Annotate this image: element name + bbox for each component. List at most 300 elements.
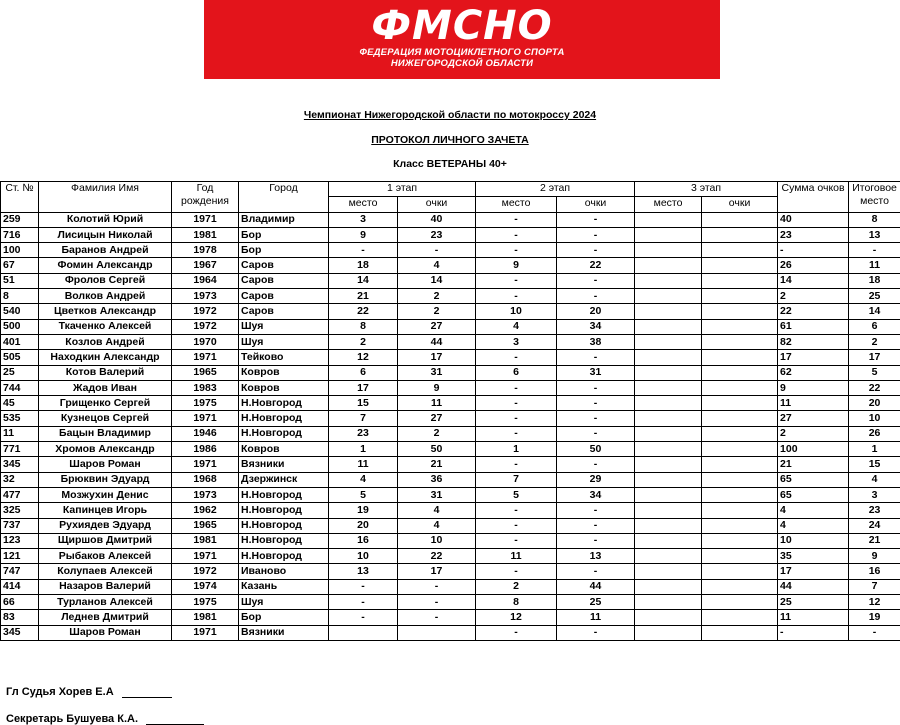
- stage-2-points-cell: 44: [557, 579, 635, 594]
- total-points-cell: 17: [778, 350, 849, 365]
- stage-1-points-cell: 4: [398, 503, 476, 518]
- stage-3-place-cell: [635, 518, 702, 533]
- city-cell: Н.Новгород: [239, 426, 329, 441]
- stage-1-points-cell: 14: [398, 273, 476, 288]
- table-row: [1, 610, 900, 625]
- stage-1-points-cell: [398, 625, 476, 640]
- birth-year-cell: 1971: [172, 549, 239, 564]
- stage-1-place-cell: 1: [329, 442, 398, 457]
- table-row: [1, 533, 900, 548]
- table-row: [1, 579, 900, 594]
- start-number-cell: 747: [1, 564, 39, 579]
- stage-1-points-cell: 23: [398, 227, 476, 242]
- header-final: Итоговое место: [849, 182, 900, 213]
- stage-2-points-cell: -: [557, 212, 635, 227]
- stage-3-place-cell: [635, 273, 702, 288]
- final-place-cell: 10: [849, 411, 900, 426]
- total-points-cell: 23: [778, 227, 849, 242]
- stage-2-points-cell: 50: [557, 442, 635, 457]
- stage-2-points-cell: -: [557, 380, 635, 395]
- stage-1-place-cell: 23: [329, 426, 398, 441]
- header-year: Год рождения: [172, 182, 239, 213]
- city-cell: Саров: [239, 273, 329, 288]
- city-cell: Н.Новгород: [239, 396, 329, 411]
- stage-2-place-cell: 1: [476, 442, 557, 457]
- start-number-cell: 744: [1, 380, 39, 395]
- table-row: [1, 227, 900, 242]
- header-stage-1-points: очки: [398, 197, 476, 212]
- stage-1-points-cell: 17: [398, 564, 476, 579]
- stage-3-points-cell: [702, 380, 778, 395]
- stage-3-place-cell: [635, 442, 702, 457]
- stage-2-place-cell: -: [476, 212, 557, 227]
- start-number-cell: 83: [1, 610, 39, 625]
- table-row: [1, 472, 900, 487]
- birth-year-cell: 1973: [172, 289, 239, 304]
- birth-year-cell: 1975: [172, 595, 239, 610]
- logo-brand: ФМСНО: [371, 3, 553, 49]
- stage-2-points-cell: 13: [557, 549, 635, 564]
- stage-2-points-cell: -: [557, 227, 635, 242]
- table-row: [1, 365, 900, 380]
- stage-1-place-cell: 7: [329, 411, 398, 426]
- stage-1-points-cell: -: [398, 595, 476, 610]
- stage-1-points-cell: 40: [398, 212, 476, 227]
- stage-3-points-cell: [702, 564, 778, 579]
- birth-year-cell: 1965: [172, 365, 239, 380]
- stage-3-points-cell: [702, 518, 778, 533]
- total-points-cell: 2: [778, 426, 849, 441]
- stage-1-points-cell: 9: [398, 380, 476, 395]
- stage-3-place-cell: [635, 258, 702, 273]
- birth-year-cell: 1973: [172, 487, 239, 502]
- secretary-signature: [6, 713, 204, 725]
- stage-1-place-cell: 17: [329, 380, 398, 395]
- judge-signature: [6, 686, 172, 698]
- header-name: Фамилия Имя: [39, 182, 172, 213]
- final-place-cell: 8: [849, 212, 900, 227]
- name-cell: Жадов Иван: [39, 380, 172, 395]
- stage-2-points-cell: 29: [557, 472, 635, 487]
- start-number-cell: 51: [1, 273, 39, 288]
- stage-3-points-cell: [702, 304, 778, 319]
- header-stage-2: 2 этап: [476, 182, 635, 197]
- stage-2-points-cell: -: [557, 396, 635, 411]
- stage-1-place-cell: 5: [329, 487, 398, 502]
- stage-2-place-cell: -: [476, 564, 557, 579]
- stage-2-points-cell: -: [557, 518, 635, 533]
- final-place-cell: 11: [849, 258, 900, 273]
- stage-3-place-cell: [635, 380, 702, 395]
- name-cell: Котов Валерий: [39, 365, 172, 380]
- total-points-cell: 65: [778, 487, 849, 502]
- stage-1-points-cell: 11: [398, 396, 476, 411]
- stage-2-place-cell: -: [476, 625, 557, 640]
- stage-1-place-cell: 2: [329, 334, 398, 349]
- name-cell: Шаров Роман: [39, 457, 172, 472]
- championship-title: Чемпионат Нижегородской области по мотокроссу 2024: [303, 109, 597, 121]
- stage-1-points-cell: 31: [398, 365, 476, 380]
- stage-2-place-cell: 6: [476, 365, 557, 380]
- name-cell: Фомин Александр: [39, 258, 172, 273]
- stage-3-place-cell: [635, 595, 702, 610]
- final-place-cell: 15: [849, 457, 900, 472]
- table-row: [1, 396, 900, 411]
- city-cell: Ковров: [239, 380, 329, 395]
- total-points-cell: 44: [778, 579, 849, 594]
- secretary-label: Секретарь Бушуева К.А.: [6, 713, 138, 725]
- city-cell: Саров: [239, 289, 329, 304]
- final-place-cell: 18: [849, 273, 900, 288]
- total-points-cell: 35: [778, 549, 849, 564]
- stage-2-place-cell: 10: [476, 304, 557, 319]
- stage-3-place-cell: [635, 610, 702, 625]
- city-cell: Вязники: [239, 457, 329, 472]
- stage-1-place-cell: [329, 625, 398, 640]
- stage-3-place-cell: [635, 411, 702, 426]
- header-row-1: [1, 182, 900, 197]
- birth-year-cell: 1971: [172, 411, 239, 426]
- header-stage-1: 1 этап: [329, 182, 476, 197]
- stage-3-place-cell: [635, 457, 702, 472]
- table-row: [1, 564, 900, 579]
- stage-1-place-cell: 16: [329, 533, 398, 548]
- stage-3-points-cell: [702, 487, 778, 502]
- table-row: [1, 258, 900, 273]
- birth-year-cell: 1972: [172, 564, 239, 579]
- birth-year-cell: 1964: [172, 273, 239, 288]
- start-number-cell: 540: [1, 304, 39, 319]
- birth-year-cell: 1971: [172, 457, 239, 472]
- birth-year-cell: 1971: [172, 625, 239, 640]
- stage-1-points-cell: 2: [398, 289, 476, 304]
- city-cell: Н.Новгород: [239, 487, 329, 502]
- stage-1-points-cell: -: [398, 610, 476, 625]
- stage-1-place-cell: 14: [329, 273, 398, 288]
- birth-year-cell: 1974: [172, 579, 239, 594]
- start-number-cell: 716: [1, 227, 39, 242]
- stage-3-points-cell: [702, 334, 778, 349]
- stage-3-place-cell: [635, 212, 702, 227]
- stage-3-points-cell: [702, 533, 778, 548]
- final-place-cell: 1: [849, 442, 900, 457]
- judge-label: Гл Судья Хорев Е.А: [6, 686, 114, 698]
- birth-year-cell: 1946: [172, 426, 239, 441]
- total-points-cell: 14: [778, 273, 849, 288]
- stage-2-place-cell: 8: [476, 595, 557, 610]
- city-cell: Н.Новгород: [239, 411, 329, 426]
- stage-1-place-cell: 22: [329, 304, 398, 319]
- start-number-cell: 25: [1, 365, 39, 380]
- start-number-cell: 100: [1, 243, 39, 258]
- table-row: [1, 380, 900, 395]
- stage-2-points-cell: -: [557, 457, 635, 472]
- final-place-cell: 13: [849, 227, 900, 242]
- final-place-cell: 26: [849, 426, 900, 441]
- table-row: [1, 304, 900, 319]
- total-points-cell: 27: [778, 411, 849, 426]
- results-body: [1, 212, 900, 640]
- results-table: [0, 181, 900, 641]
- stage-1-place-cell: 11: [329, 457, 398, 472]
- start-number-cell: 505: [1, 350, 39, 365]
- name-cell: Брюквин Эдуард: [39, 472, 172, 487]
- stage-3-place-cell: [635, 350, 702, 365]
- stage-1-place-cell: 8: [329, 319, 398, 334]
- total-points-cell: 11: [778, 610, 849, 625]
- city-cell: Шуя: [239, 595, 329, 610]
- total-points-cell: -: [778, 243, 849, 258]
- start-number-cell: 259: [1, 212, 39, 227]
- total-points-cell: 17: [778, 564, 849, 579]
- total-points-cell: 65: [778, 472, 849, 487]
- final-place-cell: -: [849, 243, 900, 258]
- stage-2-points-cell: -: [557, 564, 635, 579]
- stage-3-points-cell: [702, 549, 778, 564]
- start-number-cell: 345: [1, 625, 39, 640]
- table-row: [1, 625, 900, 640]
- start-number-cell: 11: [1, 426, 39, 441]
- city-cell: Бор: [239, 243, 329, 258]
- table-row: [1, 319, 900, 334]
- final-place-cell: 22: [849, 380, 900, 395]
- name-cell: Волков Андрей: [39, 289, 172, 304]
- birth-year-cell: 1965: [172, 518, 239, 533]
- table-row: [1, 334, 900, 349]
- stage-1-points-cell: 4: [398, 518, 476, 533]
- header-stage-3-place: место: [635, 197, 702, 212]
- stage-3-place-cell: [635, 549, 702, 564]
- table-row: [1, 350, 900, 365]
- stage-1-place-cell: 3: [329, 212, 398, 227]
- name-cell: Леднев Дмитрий: [39, 610, 172, 625]
- total-points-cell: 61: [778, 319, 849, 334]
- name-cell: Рыбаков Алексей: [39, 549, 172, 564]
- stage-2-points-cell: -: [557, 411, 635, 426]
- logo-line-2: НИЖЕГОРОДСКОЙ ОБЛАСТИ: [390, 58, 534, 69]
- city-cell: Иваново: [239, 564, 329, 579]
- header-stage-2-place: место: [476, 197, 557, 212]
- birth-year-cell: 1972: [172, 304, 239, 319]
- table-row: [1, 243, 900, 258]
- name-cell: Козлов Андрей: [39, 334, 172, 349]
- stage-1-points-cell: -: [398, 243, 476, 258]
- total-points-cell: 100: [778, 442, 849, 457]
- header-city: Город: [239, 182, 329, 213]
- stage-3-place-cell: [635, 503, 702, 518]
- stage-2-place-cell: 5: [476, 487, 557, 502]
- name-cell: Цветков Александр: [39, 304, 172, 319]
- stage-3-points-cell: [702, 365, 778, 380]
- stage-1-points-cell: 36: [398, 472, 476, 487]
- birth-year-cell: 1981: [172, 533, 239, 548]
- stage-3-points-cell: [702, 243, 778, 258]
- total-points-cell: 9: [778, 380, 849, 395]
- birth-year-cell: 1971: [172, 212, 239, 227]
- final-place-cell: 6: [849, 319, 900, 334]
- name-cell: Рухиядев Эдуард: [39, 518, 172, 533]
- final-place-cell: 19: [849, 610, 900, 625]
- final-place-cell: 24: [849, 518, 900, 533]
- name-cell: Капинцев Игорь: [39, 503, 172, 518]
- stage-1-place-cell: -: [329, 595, 398, 610]
- stage-2-points-cell: -: [557, 503, 635, 518]
- start-number-cell: 67: [1, 258, 39, 273]
- stage-2-points-cell: -: [557, 273, 635, 288]
- stage-2-place-cell: -: [476, 411, 557, 426]
- stage-3-place-cell: [635, 426, 702, 441]
- table-row: [1, 212, 900, 227]
- final-place-cell: 25: [849, 289, 900, 304]
- start-number-cell: 477: [1, 487, 39, 502]
- stage-3-place-cell: [635, 487, 702, 502]
- name-cell: Турланов Алексей: [39, 595, 172, 610]
- stage-3-points-cell: [702, 227, 778, 242]
- birth-year-cell: 1983: [172, 380, 239, 395]
- name-cell: Колупаев Алексей: [39, 564, 172, 579]
- final-place-cell: 23: [849, 503, 900, 518]
- final-place-cell: 21: [849, 533, 900, 548]
- stage-3-place-cell: [635, 579, 702, 594]
- stage-2-points-cell: -: [557, 533, 635, 548]
- logo-line-1: ФЕДЕРАЦИЯ МОТОЦИКЛЕТНОГО СПОРТА: [359, 47, 565, 58]
- stage-2-place-cell: 3: [476, 334, 557, 349]
- city-cell: Тейково: [239, 350, 329, 365]
- birth-year-cell: 1981: [172, 610, 239, 625]
- stage-1-points-cell: -: [398, 579, 476, 594]
- stage-2-place-cell: 9: [476, 258, 557, 273]
- stage-2-place-cell: -: [476, 243, 557, 258]
- final-place-cell: 20: [849, 396, 900, 411]
- birth-year-cell: 1972: [172, 319, 239, 334]
- stage-3-place-cell: [635, 289, 702, 304]
- final-place-cell: 3: [849, 487, 900, 502]
- stage-1-place-cell: -: [329, 243, 398, 258]
- final-place-cell: 7: [849, 579, 900, 594]
- stage-2-points-cell: 34: [557, 487, 635, 502]
- stage-2-place-cell: -: [476, 350, 557, 365]
- table-row: [1, 457, 900, 472]
- birth-year-cell: 1967: [172, 258, 239, 273]
- header-sum: Сумма очков: [778, 182, 849, 213]
- city-cell: Бор: [239, 610, 329, 625]
- stage-1-place-cell: 15: [329, 396, 398, 411]
- stage-2-place-cell: -: [476, 533, 557, 548]
- start-number-cell: 500: [1, 319, 39, 334]
- start-number-cell: 401: [1, 334, 39, 349]
- name-cell: Находкин Александр: [39, 350, 172, 365]
- city-cell: Саров: [239, 304, 329, 319]
- total-points-cell: 40: [778, 212, 849, 227]
- stage-1-place-cell: -: [329, 579, 398, 594]
- stage-3-points-cell: [702, 396, 778, 411]
- name-cell: Бацын Владимир: [39, 426, 172, 441]
- stage-3-points-cell: [702, 273, 778, 288]
- stage-1-points-cell: 31: [398, 487, 476, 502]
- table-row: [1, 549, 900, 564]
- city-cell: Саров: [239, 258, 329, 273]
- stage-1-points-cell: 27: [398, 319, 476, 334]
- header-stage-3: 3 этап: [635, 182, 778, 197]
- stage-2-points-cell: -: [557, 426, 635, 441]
- city-cell: Шуя: [239, 334, 329, 349]
- birth-year-cell: 1978: [172, 243, 239, 258]
- birth-year-cell: 1975: [172, 396, 239, 411]
- header-stage-3-points: очки: [702, 197, 778, 212]
- stage-2-points-cell: 31: [557, 365, 635, 380]
- total-points-cell: 82: [778, 334, 849, 349]
- name-cell: Лисицын Николай: [39, 227, 172, 242]
- stage-2-place-cell: 7: [476, 472, 557, 487]
- stage-3-place-cell: [635, 243, 702, 258]
- start-number-cell: 8: [1, 289, 39, 304]
- name-cell: Колотий Юрий: [39, 212, 172, 227]
- start-number-cell: 45: [1, 396, 39, 411]
- name-cell: Баранов Андрей: [39, 243, 172, 258]
- stage-1-points-cell: 4: [398, 258, 476, 273]
- federation-logo: [204, 0, 720, 79]
- stage-2-place-cell: -: [476, 289, 557, 304]
- start-number-cell: 32: [1, 472, 39, 487]
- stage-2-points-cell: 38: [557, 334, 635, 349]
- stage-3-points-cell: [702, 595, 778, 610]
- stage-3-points-cell: [702, 319, 778, 334]
- stage-1-place-cell: 20: [329, 518, 398, 533]
- stage-2-points-cell: -: [557, 289, 635, 304]
- stage-3-place-cell: [635, 319, 702, 334]
- city-cell: Н.Новгород: [239, 518, 329, 533]
- stage-3-place-cell: [635, 564, 702, 579]
- stage-3-place-cell: [635, 533, 702, 548]
- stage-1-points-cell: 2: [398, 304, 476, 319]
- stage-1-place-cell: 18: [329, 258, 398, 273]
- stage-2-place-cell: -: [476, 380, 557, 395]
- stage-3-place-cell: [635, 365, 702, 380]
- name-cell: Щиршов Дмитрий: [39, 533, 172, 548]
- final-place-cell: 5: [849, 365, 900, 380]
- final-place-cell: 4: [849, 472, 900, 487]
- name-cell: Мозжухин Денис: [39, 487, 172, 502]
- total-points-cell: 22: [778, 304, 849, 319]
- stage-1-points-cell: 44: [398, 334, 476, 349]
- total-points-cell: 10: [778, 533, 849, 548]
- start-number-cell: 121: [1, 549, 39, 564]
- stage-3-points-cell: [702, 472, 778, 487]
- start-number-cell: 66: [1, 595, 39, 610]
- stage-2-points-cell: 11: [557, 610, 635, 625]
- stage-3-place-cell: [635, 396, 702, 411]
- stage-3-place-cell: [635, 625, 702, 640]
- stage-1-points-cell: 2: [398, 426, 476, 441]
- table-row: [1, 595, 900, 610]
- stage-2-points-cell: 20: [557, 304, 635, 319]
- stage-2-place-cell: -: [476, 227, 557, 242]
- table-row: [1, 411, 900, 426]
- stage-3-points-cell: [702, 258, 778, 273]
- start-number-cell: 345: [1, 457, 39, 472]
- stage-3-points-cell: [702, 411, 778, 426]
- stage-2-points-cell: -: [557, 243, 635, 258]
- start-number-cell: 325: [1, 503, 39, 518]
- total-points-cell: 26: [778, 258, 849, 273]
- start-number-cell: 414: [1, 579, 39, 594]
- stage-3-points-cell: [702, 212, 778, 227]
- birth-year-cell: 1962: [172, 503, 239, 518]
- name-cell: Хромов Александр: [39, 442, 172, 457]
- table-row: [1, 273, 900, 288]
- stage-1-points-cell: 21: [398, 457, 476, 472]
- protocol-title: ПРОТОКОЛ ЛИЧНОГО ЗАЧЕТА: [371, 134, 529, 146]
